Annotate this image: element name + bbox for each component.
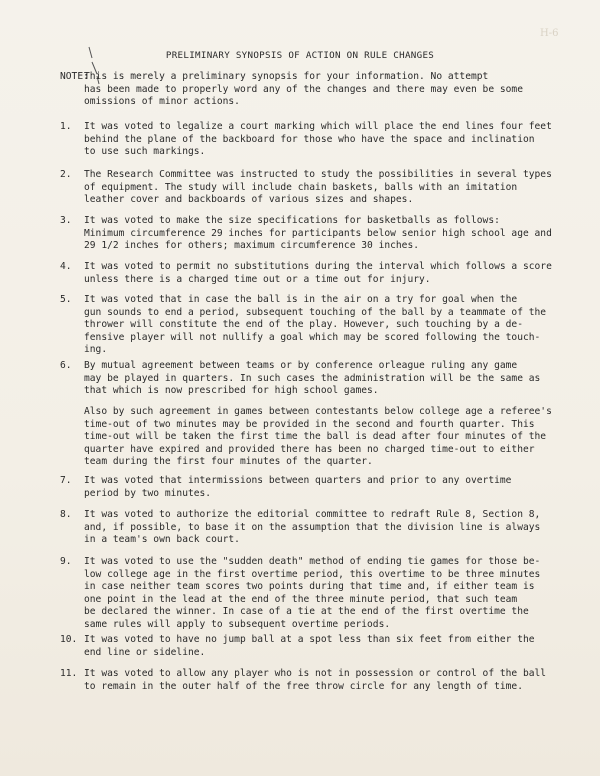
item-text: It was voted to use the "sudden death" method of ending tie games for those be- low college age in the first overtime period, this overtime to be three minutes in case neither team scores two points during that time and, if either team is one point in the lead at the end of the three minute period, that such team be declared the winner. In case of a tie at the end of the first overtime the same rules will apply to subsequent overtime periods. xyxy=(84,556,541,630)
item-number: 5. xyxy=(60,294,72,305)
note-label: NOTE: xyxy=(60,71,89,82)
item-number: 7. xyxy=(60,475,72,486)
list-item-11 xyxy=(60,668,565,693)
list-item-7 xyxy=(60,475,565,500)
item-text: It was voted to have no jump ball at a spot less than six feet from either the end line or sideline. xyxy=(84,634,535,658)
item-number: 9. xyxy=(60,556,72,567)
item-number: 6. xyxy=(60,360,72,371)
item-number: 2. xyxy=(60,169,72,180)
list-item-9 xyxy=(60,556,565,632)
list-item-6 xyxy=(60,360,565,398)
item-number: 8. xyxy=(60,509,72,520)
list-item-10 xyxy=(60,634,565,659)
item-text: It was voted that in case the ball is in the air on a try for goal when the gun sounds to end a period, subsequent touching of the ball by a teammate of the thrower will constitute the end of the play. However, such touching by a de- fensive player will not nullify a goal which may be scored following the touch- ing. xyxy=(84,294,547,356)
item-number: 1. xyxy=(60,121,72,132)
note-text: This is merely a preliminary synopsis for your information. No attempt has been made to properly word any of the changes and there may even be some omissions of minor actions. xyxy=(84,71,523,108)
item-number: 4. xyxy=(60,261,72,272)
item-number: 11. xyxy=(60,668,78,679)
item-text: By mutual agreement between teams or by conference orleague ruling any game may be played in quarters. In such cases the administration will be the same as that which is now prescribed for high school games. xyxy=(84,360,541,397)
note-block xyxy=(60,71,565,109)
item-number: 10. xyxy=(60,634,78,645)
list-item-3 xyxy=(60,215,565,253)
item-text: The Research Committee was instructed to study the possibilities in several types of equipment. The study will include chain baskets, balls with an imitation leather cover and backboards of various sizes and shapes. xyxy=(84,169,552,206)
list-item-8 xyxy=(60,509,565,547)
list-item-1 xyxy=(60,121,565,159)
document-title: PRELIMINARY SYNOPSIS OF ACTION ON RULE CHANGES xyxy=(165,50,435,61)
list-item-5 xyxy=(60,294,565,357)
item-6-continuation: Also by such agreement in games between contestants below college age a referee's time-out of two minutes may be provided in the second and fourth quarter. This time-out will be taken the first time the ball is dead after four minutes of the quarter have expired and provided there has been no charged time-out to either team during the first four minutes of the quarter. xyxy=(84,406,552,468)
faded-corner-mark: H-6 xyxy=(540,28,559,39)
item-text: It was voted to make the size specifications for basketballs as follows: Minimum circumference 29 inches for participants below senior high school age and 29 1/2 inches for others; maximum circumference 30 inches. xyxy=(84,215,552,252)
item-text: It was voted to authorize the editorial committee to redraft Rule 8, Section 8, and, if possible, to base it on the assumption that the division line is always in a team's own back court. xyxy=(84,509,541,546)
item-text: It was voted to permit no substitutions during the interval which follows a score unless there is a charged time out or a time out for injury. xyxy=(84,261,552,285)
list-item-4 xyxy=(60,261,565,286)
item-text: It was voted to allow any player who is not in possession or control of the ball to remain in the outer half of the free throw circle for any length of time. xyxy=(84,668,547,692)
item-text: It was voted that intermissions between quarters and prior to any overtime period by two minutes. xyxy=(84,475,512,499)
item-text: It was voted to legalize a court marking which will place the end lines four feet behind the plane of the backboard for those who have the space and inclination to use such markings. xyxy=(84,121,552,158)
item-number: 3. xyxy=(60,215,72,226)
list-item-2 xyxy=(60,169,565,207)
